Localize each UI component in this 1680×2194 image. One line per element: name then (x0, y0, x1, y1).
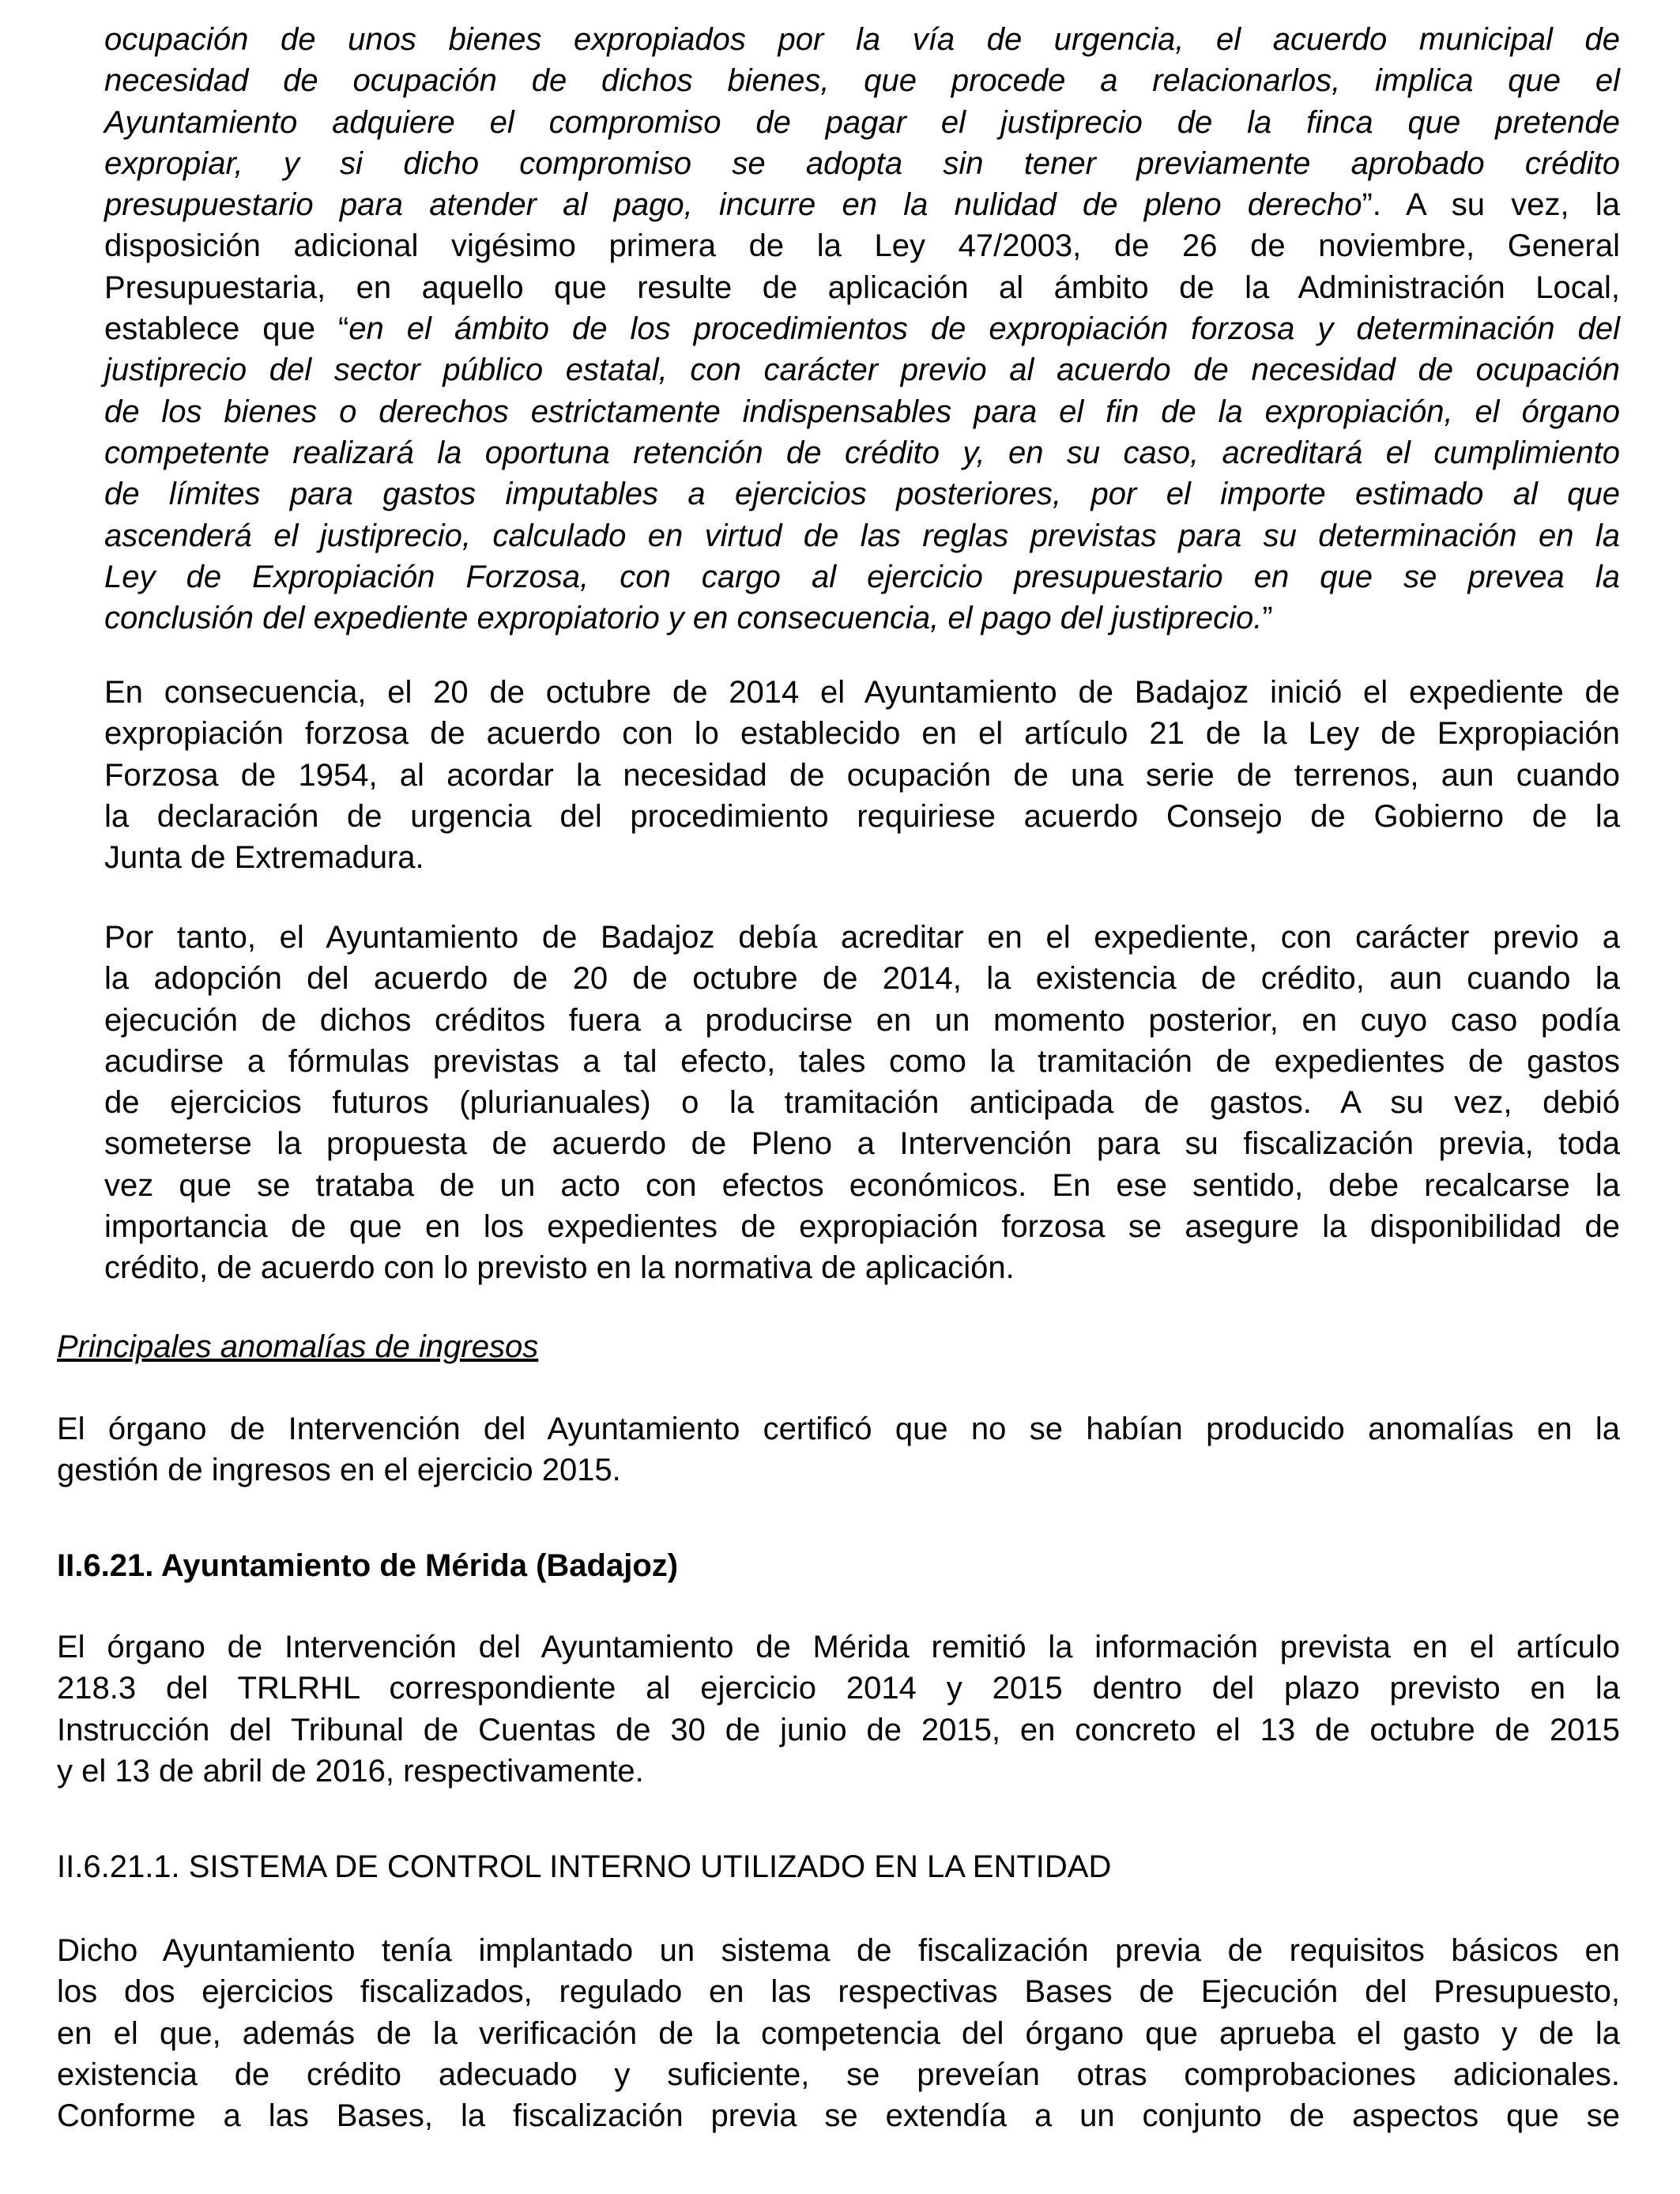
text-line (104, 184, 1620, 225)
text-line: El órgano de Intervención del Ayuntamiento certificó que no se habían producido anomalías en la (57, 1412, 1620, 1446)
paragraph-fiscalizacion-previa (57, 1930, 1620, 2136)
text-line: existencia de crédito adecuado y suficiente, se preveían otras comprobaciones adicionales. (57, 2056, 1620, 2092)
text-line: Conforme a las Bases, la fiscalización previa se extendía a un conjunto de aspectos que se (57, 2098, 1620, 2134)
text-fragment: ” (1262, 601, 1273, 636)
text-line: vez que se trataba de un acto con efectos económicos. En ese sentido, debe recalcarse la (104, 1167, 1620, 1203)
text-line: En consecuencia, el 20 de octubre de 2014 el Ayuntamiento de Badajoz inició el expediente de (104, 675, 1620, 710)
paragraph-organo-intervencion (57, 1408, 1620, 1491)
text-line: competente realizará la oportuna retención de crédito y, en su caso, acreditará el cumplimiento (104, 435, 1620, 470)
section-heading-merida: II.6.21. Ayuntamiento de Mérida (Badajoz) (57, 1548, 679, 1583)
text-line: 218.3 del TRLRHL correspondiente al ejercicio 2014 y 2015 dentro del plazo previsto en la (57, 1671, 1620, 1706)
text-fragment: ”. A su vez, la (1362, 187, 1621, 223)
text-line: de los bienes o derechos estrictamente indispensables para el fin de la expropiación, el órgano (104, 394, 1620, 429)
text-line: Ayuntamiento adquiere el compromiso de pagar el justiprecio de la finca que pretende (104, 104, 1620, 140)
text-line: Presupuestaria, en aquello que resulte de aplicación al ámbito de la Administración Local, (104, 270, 1620, 305)
text-line: Forzosa de 1954, al acordar la necesidad de ocupación de una serie de terrenos, aun cuando (104, 757, 1620, 793)
text-line: ocupación de unos bienes expropiados por la vía de urgencia, el acuerdo municipal de (104, 22, 1620, 57)
text-line: justiprecio del sector público estatal, con carácter previo al acuerdo de necesidad de ocupación (104, 352, 1620, 388)
text-line: expropiar, y si dicho compromiso se adopta sin tener previamente aprobado crédito (104, 145, 1620, 181)
text-line (104, 308, 1620, 349)
text-line: Por tanto, el Ayuntamiento de Badajoz debía acreditar en el expediente, con carácter previo a (104, 920, 1620, 955)
text-fragment: establece que “ (104, 311, 349, 347)
text-line: de ejercicios futuros (plurianuales) o la tramitación anticipada de gastos. A su vez, debió (104, 1085, 1620, 1121)
text-line: El órgano de Intervención del Ayuntamiento de Mérida remitió la información prevista en el artículo (57, 1630, 1620, 1664)
text-line: de límites para gastos imputables a ejercicios posteriores, por el importe estimado al que (104, 477, 1620, 512)
text-line: someterse la propuesta de acuerdo de Pleno a Intervención para su fiscalización previa, toda (104, 1126, 1620, 1162)
text-line: Junta de Extremadura. (104, 840, 424, 876)
text-line: disposición adicional vigésimo primera de la Ley 47/2003, de 26 de noviembre, General (104, 228, 1620, 264)
text-line: la declaración de urgencia del procedimiento requiriese acuerdo Consejo de Gobierno de la (104, 798, 1620, 834)
text-line: necesidad de ocupación de dichos bienes, que procede a relacionarlos, implica que el (104, 63, 1620, 99)
subsection-heading-control-interno: II.6.21.1. SISTEMA DE CONTROL INTERNO UTILIZADO EN LA ENTIDAD (57, 1849, 1112, 1884)
text-line: y el 13 de abril de 2016, respectivamente. (57, 1753, 644, 1789)
text-line: ascenderá el justiprecio, calculado en virtud de las reglas previstas para su determinación en la (104, 518, 1620, 553)
subheading-anomalias-ingresos: Principales anomalías de ingresos (57, 1329, 539, 1364)
text-fragment-italic: en el ámbito de los procedimientos de expropiación forzosa y determinación del (348, 311, 1620, 347)
paragraph-merida-informacion (57, 1627, 1620, 1792)
text-line: en el que, además de la verificación de la competencia del órgano que aprueba el gasto y de la (57, 2015, 1620, 2051)
text-line: Instrucción del Tribunal de Cuentas de 30 de junio de 2015, en concreto el 13 de octubre de 2015 (57, 1712, 1620, 1747)
text-line: acudirse a fórmulas previstas a tal efecto, tales como la tramitación de expedientes de gastos (104, 1043, 1620, 1079)
text-line: la adopción del acuerdo de 20 de octubre de 2014, la existencia de crédito, aun cuando la (104, 961, 1620, 997)
paragraph-consecuencia (104, 672, 1620, 878)
text-line: expropiación forzosa de acuerdo con lo establecido en el artículo 21 de la Ley de Expropiación (104, 716, 1620, 752)
text-line: gestión de ingresos en el ejercicio 2015. (57, 1453, 621, 1488)
text-line: Dicho Ayuntamiento tenía implantado un sistema de fiscalización previa de requisitos básicos en (57, 1933, 1620, 1968)
text-line: ejecución de dichos créditos fuera a producirse en un momento posterior, en cuyo caso podía (104, 1002, 1620, 1038)
text-line (104, 598, 1620, 639)
text-line: Ley de Expropiación Forzosa, con cargo al ejercicio presupuestario en que se prevea la (104, 559, 1620, 594)
text-line: importancia de que en los expedientes de expropiación forzosa se asegure la disponibilidad de (104, 1209, 1620, 1245)
paragraph-por-tanto (104, 917, 1620, 1289)
text-line: los dos ejercicios fiscalizados, regulado en las respectivas Bases de Ejecución del Presupuesto, (57, 1974, 1620, 2010)
text-fragment-italic: conclusión del expediente expropiatorio y en consecuencia, el pago del justiprecio. (104, 601, 1263, 636)
paragraph-quote-expropiacion (104, 19, 1620, 639)
text-line: crédito, de acuerdo con lo previsto en la normativa de aplicación. (104, 1250, 1015, 1286)
text-fragment-italic: presupuestario para atender al pago, incurre en la nulidad de pleno derecho (104, 187, 1362, 223)
